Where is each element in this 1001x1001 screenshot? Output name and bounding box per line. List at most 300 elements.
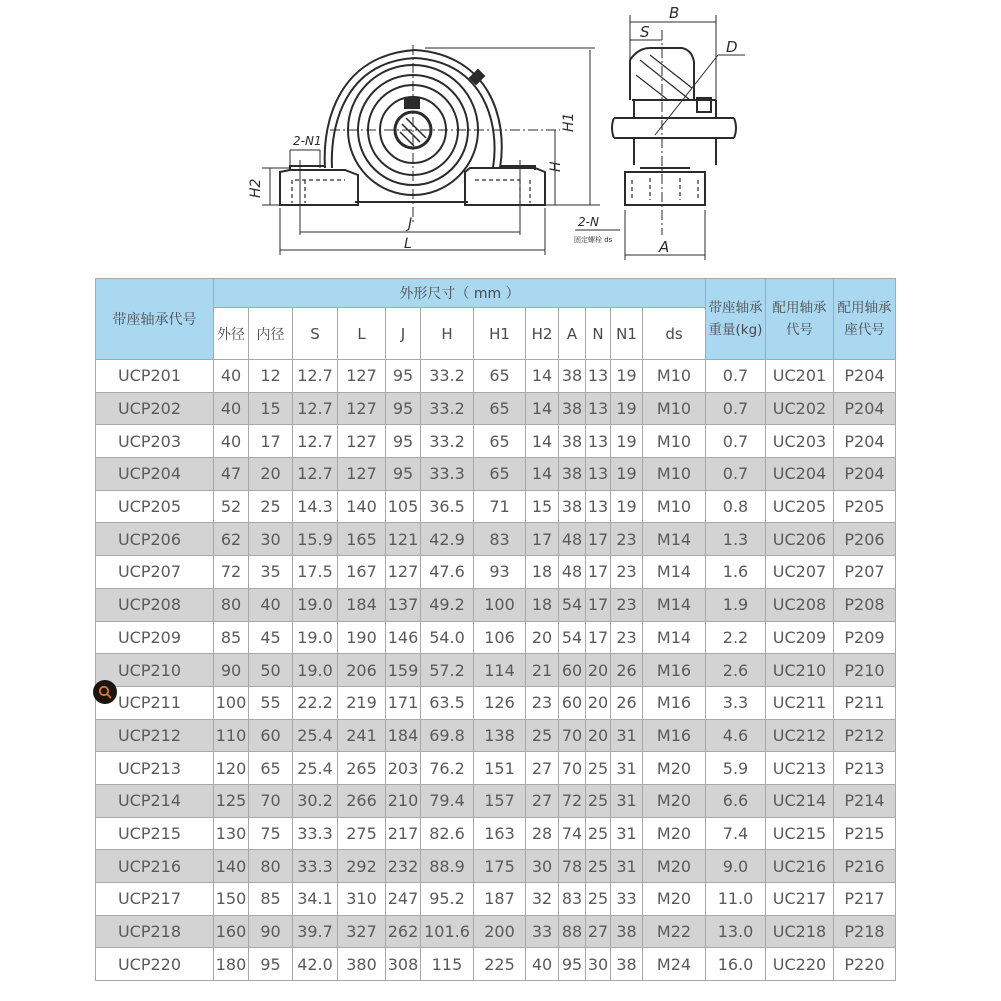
cell-l: 327 — [338, 915, 386, 948]
cell-bearing: UC217 — [766, 883, 834, 916]
cell-l: 219 — [338, 686, 386, 719]
cell-kg: 0.7 — [706, 360, 766, 393]
cell-h1: 71 — [474, 490, 526, 523]
cell-j: 121 — [386, 523, 421, 556]
cell-n: 25 — [586, 850, 611, 883]
cell-a: 83 — [559, 883, 586, 916]
cell-model: UCP214 — [96, 784, 214, 817]
cell-l: 380 — [338, 948, 386, 981]
table-row — [96, 490, 896, 523]
cell-od: 140 — [214, 850, 249, 883]
cell-h1: 126 — [474, 686, 526, 719]
cell-h: 79.4 — [421, 784, 474, 817]
cell-s: 34.1 — [293, 883, 338, 916]
cell-h2: 20 — [526, 621, 559, 654]
cell-n1: 38 — [611, 948, 643, 981]
cell-h: 95.2 — [421, 883, 474, 916]
cell-housing: P213 — [834, 752, 896, 785]
cell-model: UCP205 — [96, 490, 214, 523]
cell-l: 275 — [338, 817, 386, 850]
cell-od: 80 — [214, 588, 249, 621]
svg-text:固定螺栓 ds: 固定螺栓 ds — [574, 236, 613, 244]
table-row — [96, 360, 896, 393]
cell-model: UCP203 — [96, 425, 214, 458]
cell-model: UCP216 — [96, 850, 214, 883]
cell-bearing: UC201 — [766, 360, 834, 393]
cell-n: 17 — [586, 556, 611, 589]
cell-h1: 106 — [474, 621, 526, 654]
cell-bearing: UC204 — [766, 458, 834, 491]
cell-bearing: UC215 — [766, 817, 834, 850]
cell-ds: M14 — [643, 556, 706, 589]
bearing-spec-table — [95, 278, 896, 981]
cell-n: 20 — [586, 654, 611, 687]
cell-h2: 21 — [526, 654, 559, 687]
cell-l: 167 — [338, 556, 386, 589]
cell-id: 15 — [249, 392, 293, 425]
cell-od: 180 — [214, 948, 249, 981]
cell-j: 95 — [386, 425, 421, 458]
cell-ds: M14 — [643, 621, 706, 654]
cell-od: 130 — [214, 817, 249, 850]
cell-model: UCP210 — [96, 654, 214, 687]
table-row — [96, 686, 896, 719]
cell-n1: 23 — [611, 621, 643, 654]
table-row — [96, 588, 896, 621]
side-view-labels — [640, 4, 738, 256]
header-housing: 配用轴承座代号 — [834, 279, 896, 360]
cell-h1: 83 — [474, 523, 526, 556]
cell-housing: P205 — [834, 490, 896, 523]
cell-s: 30.2 — [293, 784, 338, 817]
cell-kg: 4.6 — [706, 719, 766, 752]
cell-h: 33.2 — [421, 425, 474, 458]
cell-s: 19.0 — [293, 588, 338, 621]
cell-bearing: UC203 — [766, 425, 834, 458]
cell-h: 63.5 — [421, 686, 474, 719]
cell-kg: 5.9 — [706, 752, 766, 785]
table-row — [96, 523, 896, 556]
header-H1: H1 — [474, 308, 526, 360]
table-row — [96, 850, 896, 883]
cell-j: 171 — [386, 686, 421, 719]
cell-n: 27 — [586, 915, 611, 948]
cell-h1: 157 — [474, 784, 526, 817]
cell-h: 76.2 — [421, 752, 474, 785]
cell-bearing: UC214 — [766, 784, 834, 817]
cell-s: 14.3 — [293, 490, 338, 523]
cell-s: 12.7 — [293, 425, 338, 458]
cell-a: 78 — [559, 850, 586, 883]
cell-n: 17 — [586, 523, 611, 556]
cell-h: 115 — [421, 948, 474, 981]
cell-housing: P217 — [834, 883, 896, 916]
cell-n1: 19 — [611, 458, 643, 491]
cell-model: UCP201 — [96, 360, 214, 393]
header-weight: 带座轴承重量(kg) — [706, 279, 766, 360]
cell-h1: 225 — [474, 948, 526, 981]
header-S: S — [293, 308, 338, 360]
cell-j: 127 — [386, 556, 421, 589]
cell-a: 38 — [559, 425, 586, 458]
cell-id: 65 — [249, 752, 293, 785]
cell-h1: 65 — [474, 425, 526, 458]
cell-j: 95 — [386, 360, 421, 393]
cell-l: 127 — [338, 425, 386, 458]
cell-n1: 19 — [611, 392, 643, 425]
cell-kg: 2.6 — [706, 654, 766, 687]
cell-n1: 38 — [611, 915, 643, 948]
table-row — [96, 654, 896, 687]
cell-h2: 33 — [526, 915, 559, 948]
cell-housing: P204 — [834, 458, 896, 491]
cell-bearing: UC213 — [766, 752, 834, 785]
cell-j: 95 — [386, 392, 421, 425]
cell-j: 137 — [386, 588, 421, 621]
cell-n: 25 — [586, 817, 611, 850]
header-bearing: 配用轴承代号 — [766, 279, 834, 360]
cell-model: UCP211 — [96, 686, 214, 719]
cell-ds: M14 — [643, 588, 706, 621]
cell-model: UCP215 — [96, 817, 214, 850]
cell-bearing: UC205 — [766, 490, 834, 523]
cell-n1: 19 — [611, 490, 643, 523]
cell-h2: 14 — [526, 392, 559, 425]
cell-od: 150 — [214, 883, 249, 916]
cell-j: 203 — [386, 752, 421, 785]
cell-j: 210 — [386, 784, 421, 817]
cell-model: UCP206 — [96, 523, 214, 556]
cell-j: 159 — [386, 654, 421, 687]
cell-ds: M10 — [643, 425, 706, 458]
cell-h2: 28 — [526, 817, 559, 850]
svg-text:L: L — [404, 236, 412, 252]
header-L: L — [338, 308, 386, 360]
cell-ds: M16 — [643, 719, 706, 752]
cell-h2: 14 — [526, 458, 559, 491]
cell-id: 45 — [249, 621, 293, 654]
cell-n1: 31 — [611, 752, 643, 785]
cell-h1: 187 — [474, 883, 526, 916]
cell-s: 25.4 — [293, 719, 338, 752]
cell-h: 49.2 — [421, 588, 474, 621]
cell-l: 140 — [338, 490, 386, 523]
cell-l: 127 — [338, 360, 386, 393]
cell-n: 20 — [586, 686, 611, 719]
cell-od: 40 — [214, 392, 249, 425]
cell-l: 165 — [338, 523, 386, 556]
cell-j: 105 — [386, 490, 421, 523]
cell-id: 60 — [249, 719, 293, 752]
svg-text:D: D — [726, 38, 738, 56]
table-row — [96, 458, 896, 491]
cell-kg: 1.3 — [706, 523, 766, 556]
cell-l: 184 — [338, 588, 386, 621]
header-N: N — [586, 308, 611, 360]
cell-model: UCP204 — [96, 458, 214, 491]
cell-housing: P209 — [834, 621, 896, 654]
header-N1: N1 — [611, 308, 643, 360]
cell-bearing: UC218 — [766, 915, 834, 948]
cell-bearing: UC202 — [766, 392, 834, 425]
cell-h2: 23 — [526, 686, 559, 719]
cell-a: 70 — [559, 752, 586, 785]
cell-n: 13 — [586, 392, 611, 425]
search-button[interactable] — [93, 680, 117, 704]
cell-id: 25 — [249, 490, 293, 523]
cell-n1: 33 — [611, 883, 643, 916]
cell-n1: 26 — [611, 686, 643, 719]
table-row — [96, 948, 896, 981]
header-J: J — [386, 308, 421, 360]
cell-kg: 0.8 — [706, 490, 766, 523]
cell-bearing: UC216 — [766, 850, 834, 883]
cell-n1: 31 — [611, 817, 643, 850]
cell-id: 55 — [249, 686, 293, 719]
cell-housing: P211 — [834, 686, 896, 719]
table-row — [96, 784, 896, 817]
cell-kg: 9.0 — [706, 850, 766, 883]
cell-n: 20 — [586, 719, 611, 752]
cell-od: 40 — [214, 425, 249, 458]
svg-text:J: J — [408, 216, 413, 232]
cell-n1: 23 — [611, 588, 643, 621]
cell-n: 30 — [586, 948, 611, 981]
cell-kg: 0.7 — [706, 392, 766, 425]
cell-housing: P220 — [834, 948, 896, 981]
cell-l: 241 — [338, 719, 386, 752]
cell-od: 100 — [214, 686, 249, 719]
cell-kg: 13.0 — [706, 915, 766, 948]
cell-h2: 18 — [526, 588, 559, 621]
cell-ds: M10 — [643, 458, 706, 491]
cell-od: 62 — [214, 523, 249, 556]
cell-id: 75 — [249, 817, 293, 850]
cell-j: 217 — [386, 817, 421, 850]
cell-model: UCP208 — [96, 588, 214, 621]
cell-s: 22.2 — [293, 686, 338, 719]
cell-od: 160 — [214, 915, 249, 948]
cell-h2: 27 — [526, 752, 559, 785]
cell-n: 13 — [586, 458, 611, 491]
cell-h: 33.2 — [421, 360, 474, 393]
cell-a: 48 — [559, 556, 586, 589]
cell-l: 310 — [338, 883, 386, 916]
cell-bearing: UC206 — [766, 523, 834, 556]
cell-housing: P214 — [834, 784, 896, 817]
svg-text:B: B — [669, 4, 680, 22]
cell-kg: 3.3 — [706, 686, 766, 719]
cell-model: UCP213 — [96, 752, 214, 785]
cell-j: 308 — [386, 948, 421, 981]
cell-a: 38 — [559, 392, 586, 425]
cell-l: 127 — [338, 458, 386, 491]
cell-ds: M10 — [643, 392, 706, 425]
cell-housing: P208 — [834, 588, 896, 621]
cell-h: 101.6 — [421, 915, 474, 948]
table-row — [96, 719, 896, 752]
cell-s: 12.7 — [293, 392, 338, 425]
cell-h1: 65 — [474, 392, 526, 425]
cell-od: 120 — [214, 752, 249, 785]
cell-a: 38 — [559, 458, 586, 491]
cell-h2: 17 — [526, 523, 559, 556]
cell-n1: 31 — [611, 850, 643, 883]
cell-s: 25.4 — [293, 752, 338, 785]
cell-n: 25 — [586, 784, 611, 817]
cell-ds: M10 — [643, 360, 706, 393]
cell-h1: 93 — [474, 556, 526, 589]
cell-id: 20 — [249, 458, 293, 491]
cell-a: 72 — [559, 784, 586, 817]
cell-kg: 6.6 — [706, 784, 766, 817]
cell-h: 69.8 — [421, 719, 474, 752]
cell-j: 232 — [386, 850, 421, 883]
search-icon — [98, 685, 112, 699]
cell-housing: P216 — [834, 850, 896, 883]
cell-h1: 200 — [474, 915, 526, 948]
cell-ds: M20 — [643, 850, 706, 883]
cell-od: 90 — [214, 654, 249, 687]
cell-a: 48 — [559, 523, 586, 556]
cell-h: 33.3 — [421, 458, 474, 491]
cell-a: 60 — [559, 686, 586, 719]
cell-h: 82.6 — [421, 817, 474, 850]
cell-model: UCP217 — [96, 883, 214, 916]
cell-n: 25 — [586, 752, 611, 785]
header-H2: H2 — [526, 308, 559, 360]
cell-id: 17 — [249, 425, 293, 458]
cell-s: 39.7 — [293, 915, 338, 948]
cell-kg: 16.0 — [706, 948, 766, 981]
cell-j: 247 — [386, 883, 421, 916]
cell-kg: 2.2 — [706, 621, 766, 654]
cell-model: UCP202 — [96, 392, 214, 425]
cell-od: 110 — [214, 719, 249, 752]
cell-h2: 32 — [526, 883, 559, 916]
cell-h2: 30 — [526, 850, 559, 883]
cell-s: 33.3 — [293, 817, 338, 850]
cell-a: 38 — [559, 490, 586, 523]
cell-housing: P210 — [834, 654, 896, 687]
cell-s: 33.3 — [293, 850, 338, 883]
cell-housing: P204 — [834, 425, 896, 458]
cell-h: 42.9 — [421, 523, 474, 556]
cell-n1: 31 — [611, 784, 643, 817]
header-A: A — [559, 308, 586, 360]
table-row — [96, 621, 896, 654]
pillow-block-drawing — [0, 0, 1001, 272]
cell-h1: 65 — [474, 458, 526, 491]
cell-h2: 25 — [526, 719, 559, 752]
cell-ds: M24 — [643, 948, 706, 981]
cell-a: 70 — [559, 719, 586, 752]
cell-h: 47.6 — [421, 556, 474, 589]
cell-ds: M20 — [643, 784, 706, 817]
cell-kg: 11.0 — [706, 883, 766, 916]
cell-n1: 19 — [611, 360, 643, 393]
svg-text:A: A — [659, 238, 670, 256]
cell-kg: 1.6 — [706, 556, 766, 589]
cell-h1: 138 — [474, 719, 526, 752]
cell-h1: 65 — [474, 360, 526, 393]
header-inner-diameter: 内径 — [249, 308, 293, 360]
cell-h2: 14 — [526, 425, 559, 458]
cell-n: 17 — [586, 621, 611, 654]
cell-od: 85 — [214, 621, 249, 654]
cell-n: 13 — [586, 490, 611, 523]
cell-housing: P206 — [834, 523, 896, 556]
cell-ds: M22 — [643, 915, 706, 948]
cell-model: UCP209 — [96, 621, 214, 654]
cell-ds: M20 — [643, 752, 706, 785]
cell-h2: 15 — [526, 490, 559, 523]
front-view — [262, 45, 620, 255]
header-model: 带座轴承代号 — [96, 279, 214, 360]
cell-l: 265 — [338, 752, 386, 785]
cell-j: 184 — [386, 719, 421, 752]
cell-a: 88 — [559, 915, 586, 948]
cell-housing: P212 — [834, 719, 896, 752]
cell-h2: 40 — [526, 948, 559, 981]
cell-l: 190 — [338, 621, 386, 654]
cell-s: 12.7 — [293, 360, 338, 393]
cell-h: 33.2 — [421, 392, 474, 425]
cell-h1: 163 — [474, 817, 526, 850]
cell-a: 54 — [559, 621, 586, 654]
cell-s: 15.9 — [293, 523, 338, 556]
cell-id: 40 — [249, 588, 293, 621]
cell-s: 19.0 — [293, 654, 338, 687]
cell-bearing: UC208 — [766, 588, 834, 621]
cell-model: UCP220 — [96, 948, 214, 981]
svg-text:2-N: 2-N — [578, 215, 599, 229]
cell-bearing: UC212 — [766, 719, 834, 752]
svg-text:H2: H2 — [248, 178, 264, 198]
cell-h2: 14 — [526, 360, 559, 393]
cell-ds: M16 — [643, 654, 706, 687]
cell-h1: 175 — [474, 850, 526, 883]
cell-id: 85 — [249, 883, 293, 916]
cell-n1: 19 — [611, 425, 643, 458]
cell-housing: P204 — [834, 360, 896, 393]
cell-n: 17 — [586, 588, 611, 621]
cell-l: 266 — [338, 784, 386, 817]
table-row — [96, 752, 896, 785]
cell-od: 125 — [214, 784, 249, 817]
cell-n1: 31 — [611, 719, 643, 752]
cell-kg: 1.9 — [706, 588, 766, 621]
svg-text:H1: H1 — [561, 112, 577, 132]
cell-ds: M20 — [643, 883, 706, 916]
cell-h2: 27 — [526, 784, 559, 817]
header-dimensions-group: 外形尺寸（ mm ） — [214, 279, 706, 308]
table-row — [96, 392, 896, 425]
cell-s: 42.0 — [293, 948, 338, 981]
cell-a: 54 — [559, 588, 586, 621]
cell-od: 47 — [214, 458, 249, 491]
header-H: H — [421, 308, 474, 360]
cell-od: 52 — [214, 490, 249, 523]
cell-j: 146 — [386, 621, 421, 654]
table-row — [96, 425, 896, 458]
cell-id: 90 — [249, 915, 293, 948]
cell-model: UCP212 — [96, 719, 214, 752]
cell-j: 95 — [386, 458, 421, 491]
cell-id: 95 — [249, 948, 293, 981]
cell-bearing: UC207 — [766, 556, 834, 589]
header-outer-diameter: 外径 — [214, 308, 249, 360]
